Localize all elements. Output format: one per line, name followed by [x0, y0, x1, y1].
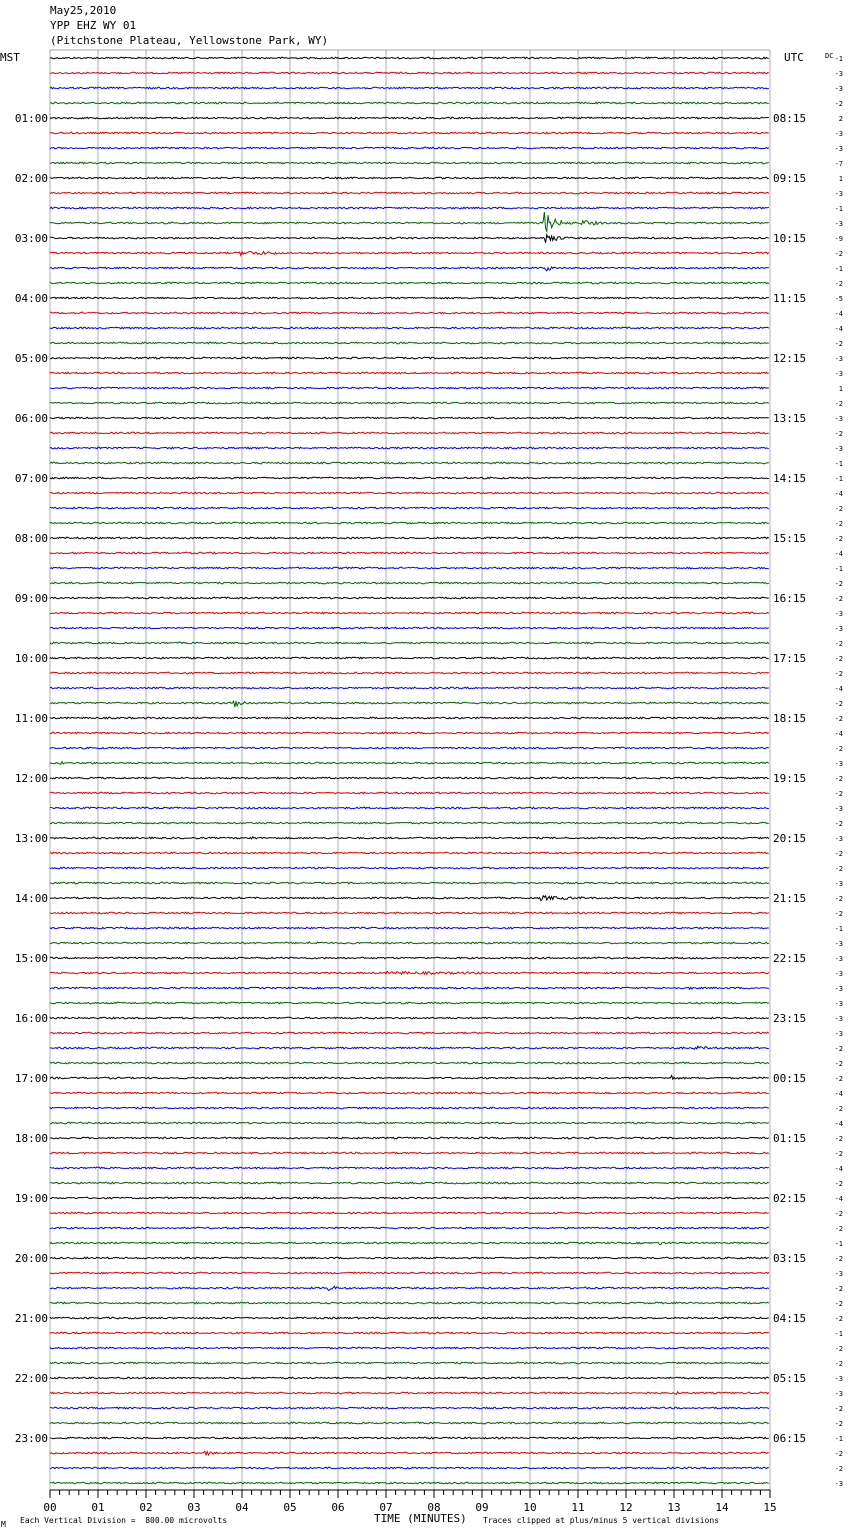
dc-offset-54: -2 [834, 865, 843, 873]
x-tick-label-13: 13 [667, 1501, 681, 1514]
trace-37 [50, 612, 769, 614]
dc-offset-53: -2 [834, 850, 843, 858]
trace-80 [50, 1257, 769, 1259]
trace-53 [50, 852, 769, 854]
trace-24 [50, 417, 769, 419]
trace-7 [50, 162, 769, 164]
utc-label-1715: 17:15 [773, 652, 807, 665]
trace-73 [50, 1152, 769, 1154]
trace-65 [50, 1032, 769, 1034]
trace-75 [50, 1182, 769, 1184]
trace-90 [50, 1407, 769, 1409]
dc-offset-59: -3 [834, 940, 843, 948]
mst-label-0200: 02:00 [14, 172, 48, 185]
dc-offset-80: -2 [834, 1255, 843, 1263]
mst-label-1700: 17:00 [14, 1072, 48, 1085]
dc-offset-56: -2 [834, 895, 843, 903]
trace-69 [50, 1092, 769, 1094]
trace-72 [50, 1137, 769, 1139]
utc-label-1515: 15:15 [773, 532, 807, 545]
trace-59 [50, 942, 769, 944]
dc-offset-21: -3 [834, 370, 843, 378]
dc-offset-50: -3 [834, 805, 843, 813]
trace-21 [50, 372, 769, 374]
trace-39 [50, 642, 769, 644]
trace-92 [50, 1437, 769, 1439]
dc-offset-40: -2 [834, 655, 843, 663]
trace-88 [50, 1377, 769, 1379]
trace-66 [50, 1046, 769, 1049]
dc-offset-91: -2 [834, 1420, 843, 1428]
dc-offset-37: -3 [834, 610, 843, 618]
dc-offset-82: -2 [834, 1285, 843, 1293]
utc-label-1215: 12:15 [773, 352, 807, 365]
dc-offset-31: -2 [834, 520, 843, 528]
dc-offset-25: -2 [834, 430, 843, 438]
trace-91 [50, 1422, 769, 1424]
dc-offset-32: -2 [834, 535, 843, 543]
trace-29 [50, 492, 769, 494]
dc-offset-57: -2 [834, 910, 843, 918]
dc-offset-93: -2 [834, 1450, 843, 1458]
utc-label-1615: 16:15 [773, 592, 807, 605]
mst-label-0400: 04:00 [14, 292, 48, 305]
trace-32 [50, 537, 769, 539]
utc-label-0515: 05:15 [773, 1372, 807, 1385]
trace-94 [50, 1467, 769, 1469]
trace-10 [50, 207, 769, 209]
dc-offset-84: -2 [834, 1315, 843, 1323]
x-axis-title: TIME (MINUTES) [374, 1512, 467, 1525]
trace-83 [50, 1302, 769, 1304]
dc-offset-72: -2 [834, 1135, 843, 1143]
utc-label-2115: 21:15 [773, 892, 807, 905]
mst-label-1600: 16:00 [14, 1012, 48, 1025]
x-tick-label-01: 01 [91, 1501, 105, 1514]
mst-label-1300: 13:00 [14, 832, 48, 845]
utc-label-0915: 09:15 [773, 172, 807, 185]
utc-label-2015: 20:15 [773, 832, 807, 845]
dc-offset-45: -4 [834, 730, 843, 738]
mst-label-1400: 14:00 [14, 892, 48, 905]
utc-label-1815: 18:15 [773, 712, 807, 725]
dc-offset-38: -3 [834, 625, 843, 633]
dc-offset-94: -2 [834, 1465, 843, 1473]
trace-89 [50, 1392, 769, 1395]
trace-77 [50, 1212, 769, 1214]
dc-offset-64: -3 [834, 1015, 843, 1023]
dc-offset-23: -2 [834, 400, 843, 408]
trace-64 [50, 1017, 769, 1019]
trace-27 [50, 462, 769, 464]
trace-13 [50, 251, 769, 255]
mst-label-0100: 01:00 [14, 112, 48, 125]
trace-40 [50, 657, 769, 659]
trace-14 [50, 267, 769, 271]
x-tick-label-06: 06 [331, 1501, 345, 1514]
trace-71 [50, 1122, 769, 1124]
trace-50 [50, 807, 769, 809]
dc-offset-61: -3 [834, 970, 843, 978]
trace-5 [50, 132, 769, 134]
trace-63 [50, 1002, 769, 1004]
utc-label-1415: 14:15 [773, 472, 807, 485]
header-date: May25,2010 [50, 4, 117, 17]
trace-28 [50, 477, 769, 479]
clip-note: Traces clipped at plus/minus 5 vertical divisions [483, 1516, 720, 1525]
trace-22 [50, 387, 769, 389]
trace-70 [50, 1107, 769, 1109]
dc-offset-85: -1 [834, 1330, 843, 1338]
mst-label-0300: 03:00 [14, 232, 48, 245]
dc-offset-55: -3 [834, 880, 843, 888]
trace-67 [50, 1062, 769, 1064]
mst-label-2100: 21:00 [14, 1312, 48, 1325]
dc-offset-3: -2 [834, 100, 843, 108]
trace-68 [50, 1076, 769, 1080]
x-tick-label-04: 04 [235, 1501, 249, 1514]
trace-36 [50, 597, 769, 599]
dc-offset-86: -2 [834, 1345, 843, 1353]
utc-label-1915: 19:15 [773, 772, 807, 785]
dc-offset-44: -2 [834, 715, 843, 723]
trace-6 [50, 147, 769, 149]
trace-61 [50, 971, 769, 974]
dc-offset-62: -3 [834, 985, 843, 993]
dc-offset-58: -1 [834, 925, 843, 933]
trace-54 [50, 867, 769, 869]
dc-offset-87: -2 [834, 1360, 843, 1368]
dc-offset-20: -3 [834, 355, 843, 363]
trace-1 [50, 72, 769, 74]
scale-note: Each Vertical Division = 800.00 microvolts [20, 1516, 228, 1525]
trace-8 [50, 177, 769, 179]
x-tick-label-10: 10 [523, 1501, 537, 1514]
trace-79 [50, 1242, 769, 1245]
left-axis-label: MST [0, 51, 20, 64]
trace-58 [50, 927, 769, 929]
trace-38 [50, 627, 769, 629]
dc-offset-60: -3 [834, 955, 843, 963]
dc-offset-71: -4 [834, 1120, 843, 1128]
dc-offset-41: -2 [834, 670, 843, 678]
trace-86 [50, 1347, 769, 1349]
trace-47 [50, 762, 769, 765]
trace-49 [50, 792, 769, 794]
trace-62 [50, 987, 769, 989]
trace-43 [50, 701, 769, 707]
mst-label-2300: 23:00 [14, 1432, 48, 1445]
trace-35 [50, 582, 769, 584]
dc-offset-7: -7 [834, 160, 843, 168]
trace-95 [50, 1482, 769, 1484]
dc-offset-42: -4 [834, 685, 843, 693]
dc-offset-28: -1 [834, 475, 843, 483]
trace-0 [50, 57, 769, 59]
trace-42 [50, 687, 769, 689]
x-tick-label-09: 09 [475, 1501, 489, 1514]
dc-offset-29: -4 [834, 490, 843, 498]
mst-label-1900: 19:00 [14, 1192, 48, 1205]
dc-offset-92: -1 [834, 1435, 843, 1443]
trace-45 [50, 732, 769, 734]
x-tick-label-15: 15 [763, 1501, 777, 1514]
mst-label-1800: 18:00 [14, 1132, 48, 1145]
trace-55 [50, 882, 769, 884]
dc-offset-49: -2 [834, 790, 843, 798]
header-location: (Pitchstone Plateau, Yellowstone Park, WY) [50, 34, 329, 47]
dc-offset-69: -4 [834, 1090, 843, 1098]
time-axis [43, 1490, 776, 1514]
dc-offset-39: -2 [834, 640, 843, 648]
dc-offset-24: -3 [834, 415, 843, 423]
utc-label-0115: 01:15 [773, 1132, 807, 1145]
utc-label-0615: 06:15 [773, 1432, 807, 1445]
dc-offset-89: -3 [834, 1390, 843, 1398]
mst-label-2000: 20:00 [14, 1252, 48, 1265]
right-axis-label: UTC [784, 51, 804, 64]
trace-78 [50, 1227, 769, 1229]
utc-label-0215: 02:15 [773, 1192, 807, 1205]
trace-46 [50, 747, 769, 749]
dc-offset-63: -3 [834, 1000, 843, 1008]
dc-label: DC [825, 52, 834, 60]
utc-label-0815: 08:15 [773, 112, 807, 125]
utc-label-1015: 10:15 [773, 232, 807, 245]
dc-offset-76: -4 [834, 1195, 843, 1203]
dc-offset-30: -2 [834, 505, 843, 513]
mst-label-0800: 08:00 [14, 532, 48, 545]
utc-label-2215: 22:15 [773, 952, 807, 965]
corner-mark: M [1, 1520, 6, 1529]
dc-offset-9: -3 [834, 190, 843, 198]
dc-offset-11: -3 [834, 220, 843, 228]
trace-15 [50, 282, 769, 284]
header-station: YPP EHZ WY 01 [50, 19, 137, 32]
trace-82 [50, 1286, 769, 1290]
dc-offset-27: -1 [834, 460, 843, 468]
trace-16 [50, 297, 769, 299]
trace-11 [50, 212, 769, 231]
dc-offset-77: -2 [834, 1210, 843, 1218]
dc-offset-68: -2 [834, 1075, 843, 1083]
x-tick-label-02: 02 [139, 1501, 153, 1514]
mst-label-0500: 05:00 [14, 352, 48, 365]
dc-offset-88: -3 [834, 1375, 843, 1383]
trace-48 [50, 777, 769, 779]
trace-51 [50, 822, 769, 824]
x-tick-label-05: 05 [283, 1501, 297, 1514]
trace-3 [50, 102, 769, 104]
trace-57 [50, 912, 769, 914]
mst-label-0900: 09:00 [14, 592, 48, 605]
trace-84 [50, 1317, 769, 1319]
trace-93 [50, 1451, 769, 1455]
trace-26 [50, 447, 769, 449]
dc-offset-52: -3 [834, 835, 843, 843]
trace-60 [50, 957, 769, 959]
dc-offset-16: -5 [834, 295, 843, 303]
dc-offset-46: -2 [834, 745, 843, 753]
trace-23 [50, 402, 769, 404]
trace-31 [50, 522, 769, 524]
x-tick-label-14: 14 [715, 1501, 729, 1514]
dc-offset-79: -1 [834, 1240, 843, 1248]
trace-56 [50, 896, 769, 901]
dc-offset-10: -1 [834, 205, 843, 213]
trace-87 [50, 1362, 769, 1364]
utc-label-2315: 23:15 [773, 1012, 807, 1025]
dc-offset-65: -3 [834, 1030, 843, 1038]
x-tick-label-12: 12 [619, 1501, 633, 1514]
dc-offset-75: -2 [834, 1180, 843, 1188]
dc-offset-22: 1 [838, 385, 843, 393]
dc-offset-95: -3 [834, 1480, 843, 1488]
minute-gridlines [50, 50, 770, 1491]
utc-label-1315: 13:15 [773, 412, 807, 425]
trace-30 [50, 507, 769, 509]
trace-12 [50, 235, 769, 243]
dc-offset-1: -3 [834, 70, 843, 78]
mst-label-1100: 11:00 [14, 712, 48, 725]
x-tick-label-08: 08 [427, 1501, 441, 1514]
dc-offset-5: -3 [834, 130, 843, 138]
dc-offset-17: -4 [834, 310, 843, 318]
x-tick-label-03: 03 [187, 1501, 201, 1514]
trace-18 [50, 327, 769, 329]
trace-74 [50, 1167, 769, 1169]
mst-label-0700: 07:00 [14, 472, 48, 485]
trace-2 [50, 87, 769, 89]
dc-offset-90: -2 [834, 1405, 843, 1413]
utc-label-0415: 04:15 [773, 1312, 807, 1325]
dc-offset-70: -2 [834, 1105, 843, 1113]
trace-76 [50, 1197, 769, 1199]
dc-offset-51: -2 [834, 820, 843, 828]
trace-20 [50, 357, 769, 359]
trace-81 [50, 1272, 769, 1274]
dc-offset-8: 1 [838, 175, 843, 183]
dc-offset-67: -2 [834, 1060, 843, 1068]
mst-label-1200: 12:00 [14, 772, 48, 785]
x-tick-label-07: 07 [379, 1501, 393, 1514]
dc-offset-47: -3 [834, 760, 843, 768]
dc-offset-78: -2 [834, 1225, 843, 1233]
seismic-traces [50, 57, 769, 1484]
x-tick-label-11: 11 [571, 1501, 585, 1514]
mst-label-2200: 22:00 [14, 1372, 48, 1385]
dc-offset-34: -1 [834, 565, 843, 573]
dc-offset-33: -4 [834, 550, 843, 558]
dc-offset-48: -2 [834, 775, 843, 783]
trace-17 [50, 312, 769, 314]
dc-offset-0: -1 [834, 55, 843, 63]
dc-offset-35: -2 [834, 580, 843, 588]
dc-offset-4: 2 [838, 115, 843, 123]
dc-offset-19: -2 [834, 340, 843, 348]
trace-4 [50, 117, 769, 119]
dc-offset-81: -3 [834, 1270, 843, 1278]
mst-label-1500: 15:00 [14, 952, 48, 965]
trace-25 [50, 432, 769, 434]
dc-offset-12: -9 [834, 235, 843, 243]
dc-offset-73: -2 [834, 1150, 843, 1158]
mst-label-1000: 10:00 [14, 652, 48, 665]
trace-19 [50, 342, 769, 344]
dc-offset-18: -4 [834, 325, 843, 333]
mst-label-0600: 06:00 [14, 412, 48, 425]
dc-offset-15: -2 [834, 280, 843, 288]
trace-41 [50, 672, 769, 674]
dc-offset-26: -3 [834, 445, 843, 453]
trace-85 [50, 1332, 769, 1334]
trace-9 [50, 192, 769, 194]
dc-offset-13: -2 [834, 250, 843, 258]
dc-offset-2: -3 [834, 85, 843, 93]
trace-44 [50, 717, 769, 719]
trace-34 [50, 567, 769, 569]
dc-offset-43: -2 [834, 700, 843, 708]
utc-label-0315: 03:15 [773, 1252, 807, 1265]
dc-offset-66: -2 [834, 1045, 843, 1053]
dc-offset-36: -2 [834, 595, 843, 603]
dc-offset-74: -4 [834, 1165, 843, 1173]
x-tick-label-00: 00 [43, 1501, 57, 1514]
dc-offset-83: -2 [834, 1300, 843, 1308]
utc-label-0015: 00:15 [773, 1072, 807, 1085]
trace-52 [50, 837, 769, 839]
dc-offset-6: -3 [834, 145, 843, 153]
trace-33 [50, 552, 769, 554]
utc-label-1115: 11:15 [773, 292, 807, 305]
dc-offset-14: -1 [834, 265, 843, 273]
